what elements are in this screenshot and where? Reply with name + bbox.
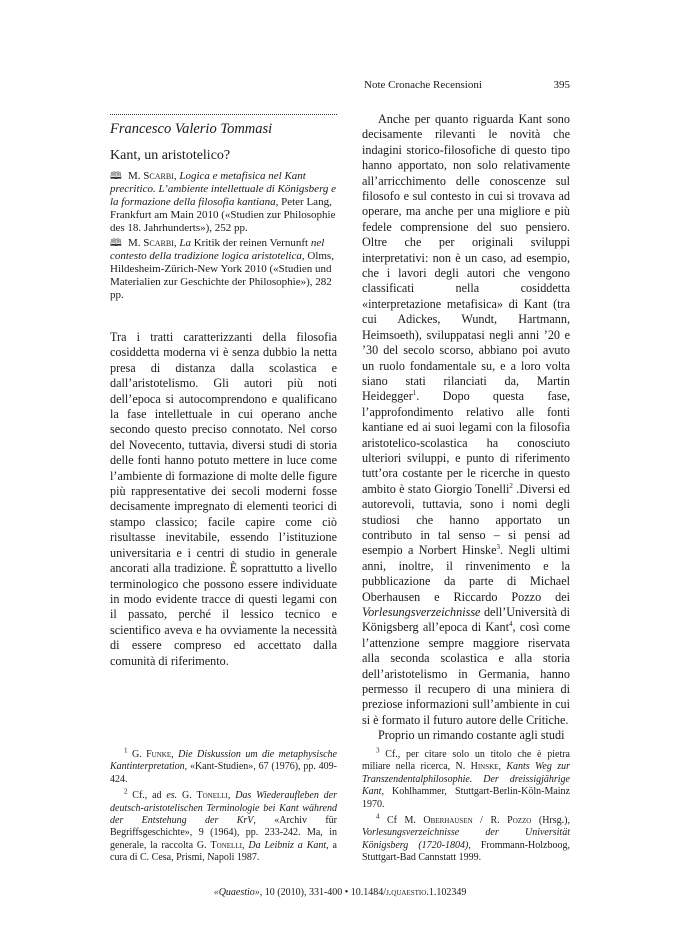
footnote-ref: 3 (496, 543, 501, 552)
body-paragraph: Proprio un rimando costante agli studi (378, 728, 565, 743)
review-author: Francesco Valerio Tommasi (110, 121, 273, 137)
footnotes-right (362, 746, 571, 869)
body-paragraph: Tra i tratti caratterizzanti della filosofia cosiddetta moderna vi è senza dubbio la netta presa di distanza dalla scolastica e dall’aristotelismo. Gli autori più noti dell’epoca si autocomprendono e qualificano la fase intellettuale in cui operano anche secondo questo preciso connotato. Nel corso del Novecento, tuttavia, diversi studi di storia delle fonti hanno potuto mettere in luce come l’ambiente di formazione di molte delle figure più rappresentative dei secoli moderni fosse decisamente impregnato di elementi teorici di stampo classico; facile capire come ciò risultasse inevitabile, essendo l’istituzione universitaria e i centri di studio in generale ancorati alla tradizione. È soprattutto a livello terminologico che possono essere individuate in modo evidente tracce di questi legami con il passato, perché il lessico tecnico e scientifico aveva e ha ovviamente la necessità di essere compreso ed accettato dalla comunità di riferimento. (110, 330, 337, 668)
footnote: $^1$ G. Funke, Die Diskussion um die metaphysische Kantinterpretation, «Kant-Studien», 67 (1976), pp. 409-424. (110, 746, 337, 785)
body-paragraph: Anche per quanto riguarda Kant sono decisamente rilevanti le novità che indagini storico-filosofiche di questo tipo hanno apportato, non solo relativamente all’arricchimento delle conoscenze sul filosofo e sul contesto in cui si trovava ad operare, ma anche per una migliore e più fedele comprensione del suo pensiero. Oltre che per originali sviluppi interpretativi: non è un caso, ad esempio, che i lavori degli autori che vengono classificati nella cosiddetta «interpretazione metafisica» di Kant (tra cui Adickes, Wundt, Hartmann, Heimsoeth), sviluppatasi negli anni ’20 e ’30 del secolo scorso, abbiano poi avuto un ruolo fondamentale su, e a loro volta siano stati rilanciati da, Martin Heidegger$^1$. Dopo questa fase, l’approfondimento relativo alle fonti kantiane ed ai suoi legami con la filosofia aristotelico-scolastica ha conosciuto ulteriori sviluppi, e punto di riferimento tutt’ora costante per le ricerche in questo ambito è stato Giorgio Tonelli$^2$ .Diversi ed autorevoli, tuttavia, sono i nomi degli studiosi che hanno apportato un contributo in tal senso – si pensi ad esempio a Norbert Hinske$^3$. Negli ultimi anni, inoltre, il rinvenimento e la pubblicazione da parte di Michael Oberhausen e Riccardo Pozzo dei Vorlesungsverzeichnisse dell’Università di Königsberg all’epoca di Kant$^4$, così come l’attenzione sempre maggiore riservata alla seconda scolastica e alla storia dell’aristotelismo in Germania, hanno permesso il recupero di una miniera di preziose informazioni sull’ambiente in cui si è formato il futuro autore delle Critiche. (362, 112, 570, 727)
footnote: $^2$ Cf., ad es. G. Tonelli, Das Wiederaufleben der deutsch-aristotelischen Terminologie bei Kant während der Entstehung der KrV, «Archiv für Begriffsgeschichte», 9 (1964), pp. 233-242. Ma, in generale, la raccolta G. Tonelli, Da Leibniz a Kant, a cura di C. Cesa, Prismi, Napoli 1987. (110, 787, 337, 864)
bibliography-entry: 🕮 M. Scarbi, La Kritik der reinen Vernunft nel contesto della tradizione logica aristotelica, Olms, Hildesheim-Zürich-New York 2010 («Studien und Materialien zur Geschichte der Philosophie»), 282 pp. (110, 237, 334, 301)
footnote-ref: 4 (509, 620, 513, 629)
left-column (110, 114, 337, 669)
book-icon: 🕮 (110, 171, 122, 182)
footnote-ref: 2 (509, 481, 513, 490)
footnote: $^3$ Cf., per citare solo un titolo che è pietra miliare nella ricerca, N. Hinske, Kants Weg zur Transzendentalphilosophie. Der dreissigjährige Kant, Kohlhammer, Stuttgart-Berlin-Köln-Mainz 1970. (362, 746, 571, 810)
right-column (362, 112, 570, 744)
page-number: 395 (553, 79, 570, 91)
page-footer: «Quaestio», 10 (2010), 331-400 • 10.1484/j.quaestio.1.102349 (213, 887, 467, 898)
book-icon: 🕮 (110, 238, 122, 249)
dotted-divider (110, 114, 337, 115)
footnote: $^4$ Cf M. Oberhausen / R. Pozzo (Hrsg.), Vorlesungsverzeichnisse der Universität Königsberg (1720-1804), Frommann-Holzboog, Stuttgart-Bad Cannstatt 1999. (362, 812, 570, 864)
section-title: Note Cronache Recensioni (364, 79, 482, 91)
journal-name: «Quaestio» (213, 887, 260, 898)
review-title: Kant, un aristotelico? (110, 148, 231, 163)
footnote-ref: 1 (412, 389, 417, 398)
running-header (364, 79, 570, 91)
bibliography-entry: 🕮 M. Scarbi, Logica e metafisica nel Kant precritico. L’ambiente intellettuale di Königsberg e la formazione della filosofia kantiana, Peter Lang, Frankfurt am Main 2010 («Studien zur Philosophie des 18. Jahrhunderts»), 252 pp. (110, 170, 337, 234)
footnotes-left (110, 746, 337, 869)
